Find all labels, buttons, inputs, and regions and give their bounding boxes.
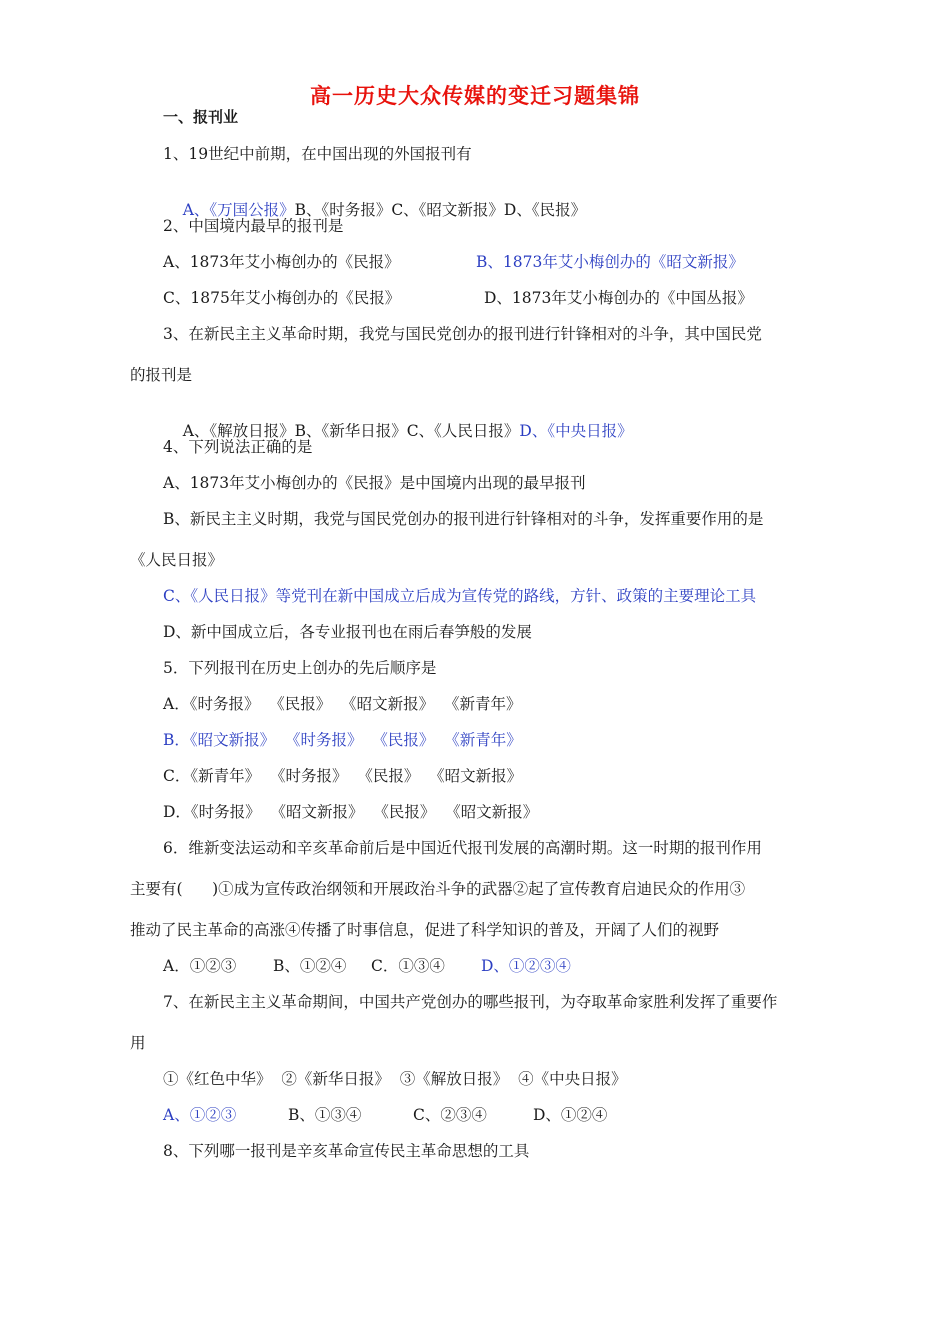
q6-stem-cont-2: 推动了民主革命的高涨④传播了时事信息，促进了科学知识的普及，开阔了人们的视野 (130, 921, 720, 939)
q4-option-c-answer: C、《人民日报》等党刊在新中国成立后成为宣传党的路线，方针、政策的主要理论工具 (163, 587, 757, 605)
q5-option-c: C．《新青年》 《时务报》 《民报》 《昭文新报》 (163, 767, 523, 785)
q6-option-b: B、①②④ (273, 957, 347, 975)
q4-stem: 4、下列说法正确的是 (163, 438, 313, 456)
q6-option-c: C．①③④ (371, 957, 445, 975)
q2-option-d: D、1873年艾小梅创办的《中国丛报》 (484, 289, 753, 307)
q7-option-c: C、②③④ (413, 1106, 487, 1124)
q1-answer: A、《万国公报》 (182, 201, 295, 219)
q7-stem: 7、在新民主主义革命期间，中国共产党创办的哪些报刊，为夺取革命家胜利发挥了重要作 (163, 993, 778, 1011)
document-title: 高一历史大众传媒的变迁习题集锦 (310, 84, 640, 108)
q2-stem: 2、中国境内最早的报刊是 (163, 217, 344, 235)
q1-other-options: B、《时务报》C、《昭文新报》D、《民报》 (294, 201, 587, 219)
q3-other-options: A、《解放日报》B、《新华日报》C、《人民日报》 (182, 422, 520, 440)
q6-stem: 6．维新变法运动和辛亥革命前后是中国近代报刊发展的高潮时期。这一时期的报刊作用 (163, 839, 762, 857)
q5-option-a: A．《时务报》 《民报》 《昭文新报》 《新青年》 (163, 695, 522, 713)
q6-stem-cont-1: 主要有( )①成为宣传政治纲领和开展政治斗争的武器②起了宣传教育启迪民众的作用③ (130, 880, 746, 898)
q2-option-b-answer: B、1873年艾小梅创办的《昭文新报》 (476, 253, 744, 271)
q6-option-d-answer: D、①②③④ (481, 957, 571, 975)
q5-option-d: D．《时务报》 《昭文新报》 《民报》 《昭文新报》 (163, 803, 539, 821)
q8-stem: 8、下列哪一报刊是辛亥革命宣传民主革命思想的工具 (163, 1142, 530, 1160)
q5-option-b-answer: B．《昭文新报》 《时务报》 《民报》 《新青年》 (163, 731, 522, 749)
q6-option-a: A．①②③ (163, 957, 237, 975)
q4-option-d: D、新中国成立后，各专业报刊也在雨后春笋般的发展 (163, 623, 532, 641)
q4-option-b: B、新民主主义时期，我党与国民党创办的报刊进行针锋相对的斗争，发挥重要作用的是 (163, 510, 764, 528)
q2-option-c: C、1875年艾小梅创办的《民报》 (163, 289, 401, 307)
q7-stem-cont: 用 (130, 1034, 146, 1052)
q7-option-d: D、①②④ (533, 1106, 608, 1124)
q1-stem: 1、19世纪中前期，在中国出现的外国报刊有 (163, 145, 472, 163)
q4-option-b-cont: 《人民日报》 (130, 551, 224, 569)
section-heading: 一、报刊业 (163, 108, 239, 126)
q4-option-a: A、1873年艾小梅创办的《民报》是中国境内出现的最早报刊 (163, 474, 586, 492)
q3-stem: 3、在新民主主义革命时期，我党与国民党创办的报刊进行针锋相对的斗争，其中国民党 (163, 325, 762, 343)
q2-option-a: A、1873年艾小梅创办的《民报》 (163, 253, 400, 271)
q7-items: ①《红色中华》 ②《新华日报》 ③《解放日报》 ④《中央日报》 (163, 1070, 627, 1088)
q7-option-a-answer: A、①②③ (163, 1106, 237, 1124)
q7-option-b: B、①③④ (288, 1106, 362, 1124)
q5-stem: 5．下列报刊在历史上创办的先后顺序是 (163, 659, 437, 677)
q3-answer: D、《中央日报》 (519, 422, 633, 440)
q3-stem-cont: 的报刊是 (130, 366, 193, 384)
